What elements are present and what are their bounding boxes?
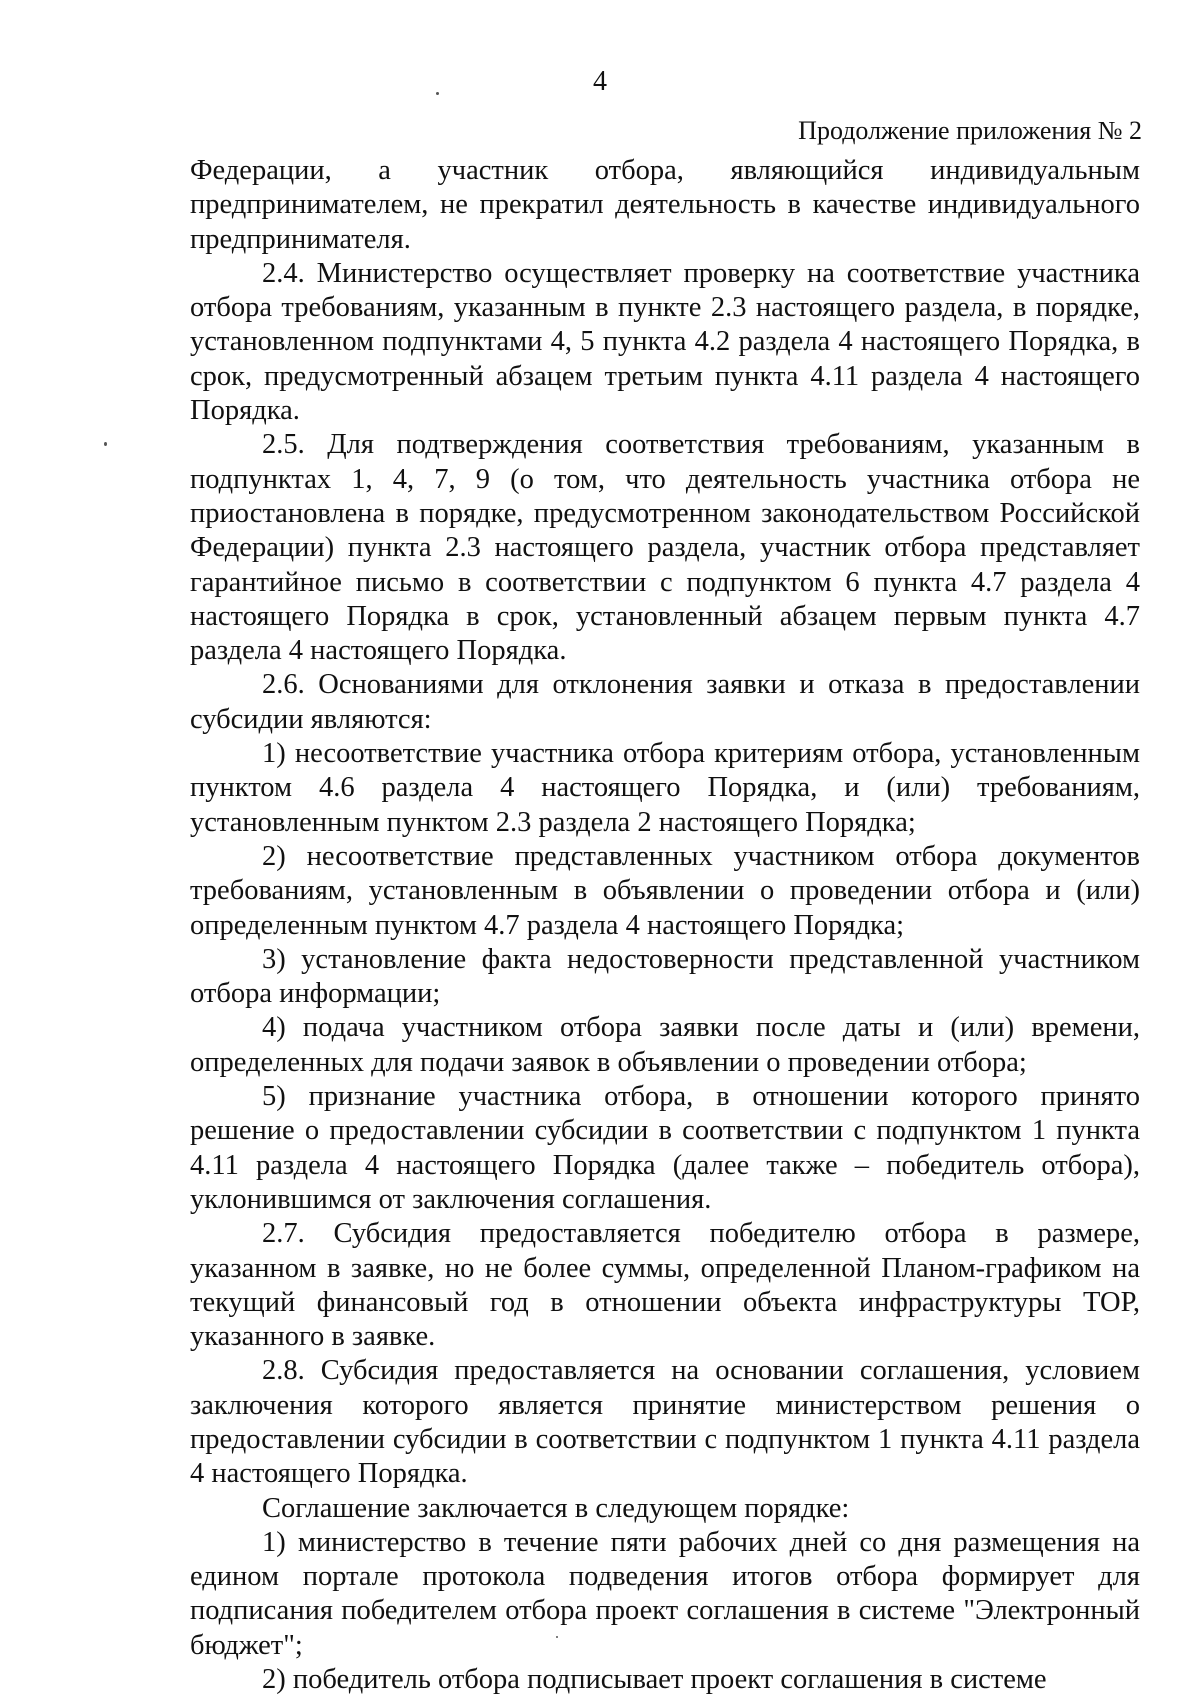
paragraph: 2.4. Министерство осуществляет проверку на соответствие участника отбора требованиям, указанным в пункте 2.3 настоящего раздела, в порядке, установленном подпунктами 4, 5 пункта 4.2 раздела 4 настоящего Порядка, в срок, предусмотренный абзацем третьим пункта 4.11 раздела 4 настоящего Порядка. bbox=[190, 257, 1140, 427]
paragraph: Соглашение заключается в следующем порядке: bbox=[262, 1492, 850, 1524]
paragraph: 5) признание участника отбора, в отношении которого принято решение о предоставлении субсидии в соответствии с подпунктом 1 пункта 4.11 раздела 4 настоящего Порядка (далее также – победитель отбора), уклонившимся от заключения соглашения. bbox=[190, 1081, 1140, 1215]
paragraph: Федерации, а участник отбора, являющийся индивидуальным предпринимателем, не прекратил деятельность в качестве индивидуального предпринимателя. bbox=[190, 155, 1140, 255]
paragraph: 3) установление факта недостоверности представленной участником отбора информации; bbox=[190, 943, 1140, 1010]
paragraph: 1) министерство в течение пяти рабочих дней со дня размещения на едином портале протокола подведения итогов отбора формирует для подписания победителем отбора проект соглашения в системе "Электронный бюджет"; bbox=[190, 1526, 1140, 1661]
scan-speck bbox=[104, 442, 107, 446]
paragraph: 2) победитель отбора подписывает проект соглашения в системе bbox=[262, 1664, 1047, 1696]
paragraph: 2.7. Субсидия предоставляется победителю отбора в размере, указанном в заявке, но не более суммы, определенной Планом-графиком на текущий финансовый год в отношении объекта инфраструктуры ТОР, указанного в заявке. bbox=[190, 1218, 1140, 1353]
paragraph: 2.5. Для подтверждения соответствия требованиям, указанным в подпунктах 1, 4, 7, 9 (о том, что деятельность участника отбора не приостановлена в порядке, предусмотренном законодательством Российской Федерации) пункта 2.3 настоящего раздела, участник отбора представляет гарантийное письмо в соответствии с подпунктом 6 пункта 4.7 раздела 4 настоящего Порядка в срок, установленный абзацем первым пункта 4.7 раздела 4 настоящего Порядка. bbox=[190, 429, 1140, 667]
paragraph: 2.8. Субсидия предоставляется на основании соглашения, условием заключения которого является принятие министерством решения о предоставлении субсидии в соответствии с подпунктом 1 пункта 4.11 раздела 4 настоящего Порядка. bbox=[190, 1355, 1140, 1490]
scan-speck bbox=[436, 92, 439, 95]
document-body bbox=[190, 154, 1140, 1697]
scan-speck bbox=[556, 1636, 558, 1638]
appendix-continuation-note: Продолжение приложения № 2 bbox=[798, 116, 1142, 145]
page-number: 4 bbox=[593, 66, 607, 97]
paragraph: 4) подача участником отбора заявки после даты и (или) времени, определенных для подачи заявок в объявлении о проведении отбора; bbox=[190, 1012, 1140, 1078]
paragraph: 2.6. Основаниями для отклонения заявки и отказа в предоставлении субсидии являются: bbox=[190, 669, 1140, 735]
paragraph: 2) несоответствие представленных участником отбора документов требованиям, установленным в объявлении о проведении отбора и (или) определенным пунктом 4.7 раздела 4 настоящего Порядка; bbox=[190, 840, 1140, 941]
paragraph: 1) несоответствие участника отбора критериям отбора, установленным пунктом 4.6 раздела 4 настоящего Порядка, и (или) требованиям, установленным пунктом 2.3 раздела 2 настоящего Порядка; bbox=[190, 738, 1140, 838]
